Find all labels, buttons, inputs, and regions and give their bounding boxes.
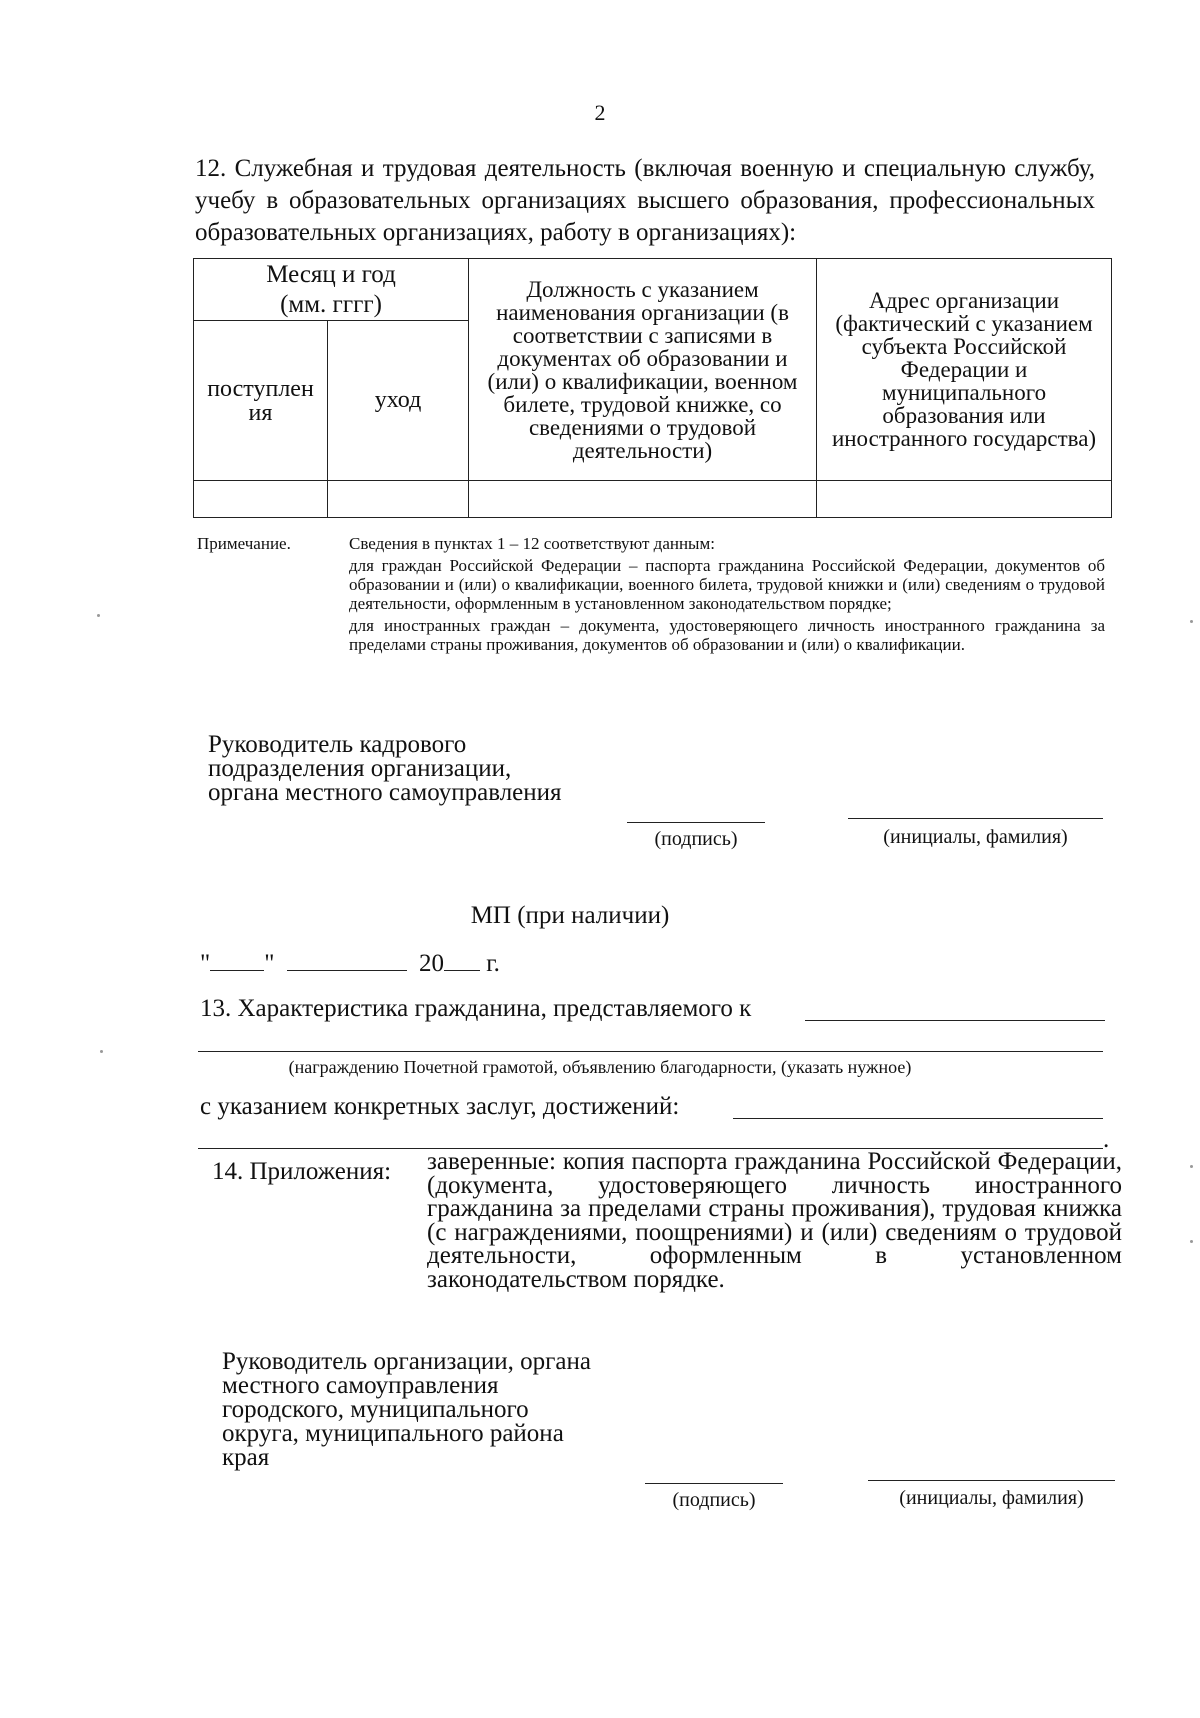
note-label: Примечание. [197,534,291,553]
month-blank [287,948,407,971]
stamp-placeholder: МП (при наличии) [470,902,670,929]
section-14-label: 14. Приложения: [212,1158,392,1185]
section-13-heading: 13. Характеристика гражданина, представляемого к [200,995,752,1022]
name-line [848,818,1103,819]
date-close-quote: " [264,950,275,977]
section-12-heading: 12. Служебная и трудовая деятельность (включая военную и специальную службу, учебу в образовательных организациях высшего образования, профессиональных образовательных организациях, работу в организациях): [195,155,1095,246]
award-line-2 [198,1051,1103,1052]
date-year-suffix: г. [486,950,500,977]
table-cell [194,481,328,518]
scan-speck [1190,1165,1193,1168]
date-line [200,948,500,978]
table-cell [817,481,1112,518]
signature-line-2 [645,1483,783,1484]
note-body [349,534,1105,657]
header-admission: поступлен ия [194,321,328,481]
table-cell [328,481,469,518]
name-caption-2: (инициалы, фамилия) [899,1487,1084,1509]
page-number: 2 [594,100,606,125]
note-para-foreigners: для иностранных граждан – документа, удостоверяющего личность иностранного гражданина за пределами страны проживания, документов об образовании и (или) о квалификации. [349,616,1105,654]
merits-label: с указанием конкретных заслуг, достижений: [200,1093,680,1120]
signature-caption: (подпись) [654,828,738,850]
name-caption: (инициалы, фамилия) [883,826,1068,848]
award-line [805,1020,1105,1021]
section-13-caption: (награждению Почетной грамотой, объявлению благодарности, (указать нужное) [288,1057,912,1077]
header-month-year: Месяц и год (мм. гггг) [194,259,469,321]
date-open-quote: " [200,950,211,977]
header-position: Должность с указанием наименования организации (в соответствии с записями в документах об образовании и (или) о квалификации, военном билете, трудовой книжке, со сведениями о трудовой деятельности) [469,259,817,481]
day-blank [210,948,264,971]
header-departure: уход [328,321,469,481]
name-line-2 [868,1480,1115,1481]
merits-end-period: . [1103,1126,1110,1153]
employment-table [193,258,1112,518]
note-para-citizens: для граждан Российской Федерации – паспорта гражданина Российской Федерации, документов об образовании и (или) о квалификации, военного билета, трудовой книжки и (или) сведениям о трудовой деятельности, оформленным в установленном законодательством порядке; [349,556,1105,613]
org-head-role: Руководитель организации, органа местного самоуправления городского, муниципального округа, муниципального района края [222,1348,591,1471]
header-address: Адрес организации (фактический с указанием субъекта Российской Федерации и муниципального образования или иностранного государства) [817,259,1112,481]
table-cell [469,481,817,518]
hr-head-role: Руководитель кадрового подразделения организации, органа местного самоуправления [208,731,562,806]
year-blank [444,948,480,971]
signature-caption-2: (подпись) [672,1489,756,1511]
signature-line [627,822,765,823]
scan-speck [1190,620,1193,623]
section-14-body: заверенные: копия паспорта гражданина Российской Федерации, (документа, удостоверяющего личность иностранного гражданина за пределами страны проживания), трудовая книжка (с награждениями, поощрениями) и (или) сведениям о трудовой деятельности, оформленным в установленном законодательством порядке. [427,1148,1122,1293]
merits-line [733,1118,1103,1119]
scan-speck [97,614,100,617]
scan-speck [1190,1240,1193,1243]
scan-speck [100,1050,103,1053]
note-intro: Сведения в пунктах 1 – 12 соответствуют данным: [349,534,715,553]
date-century: 20 [418,950,444,977]
